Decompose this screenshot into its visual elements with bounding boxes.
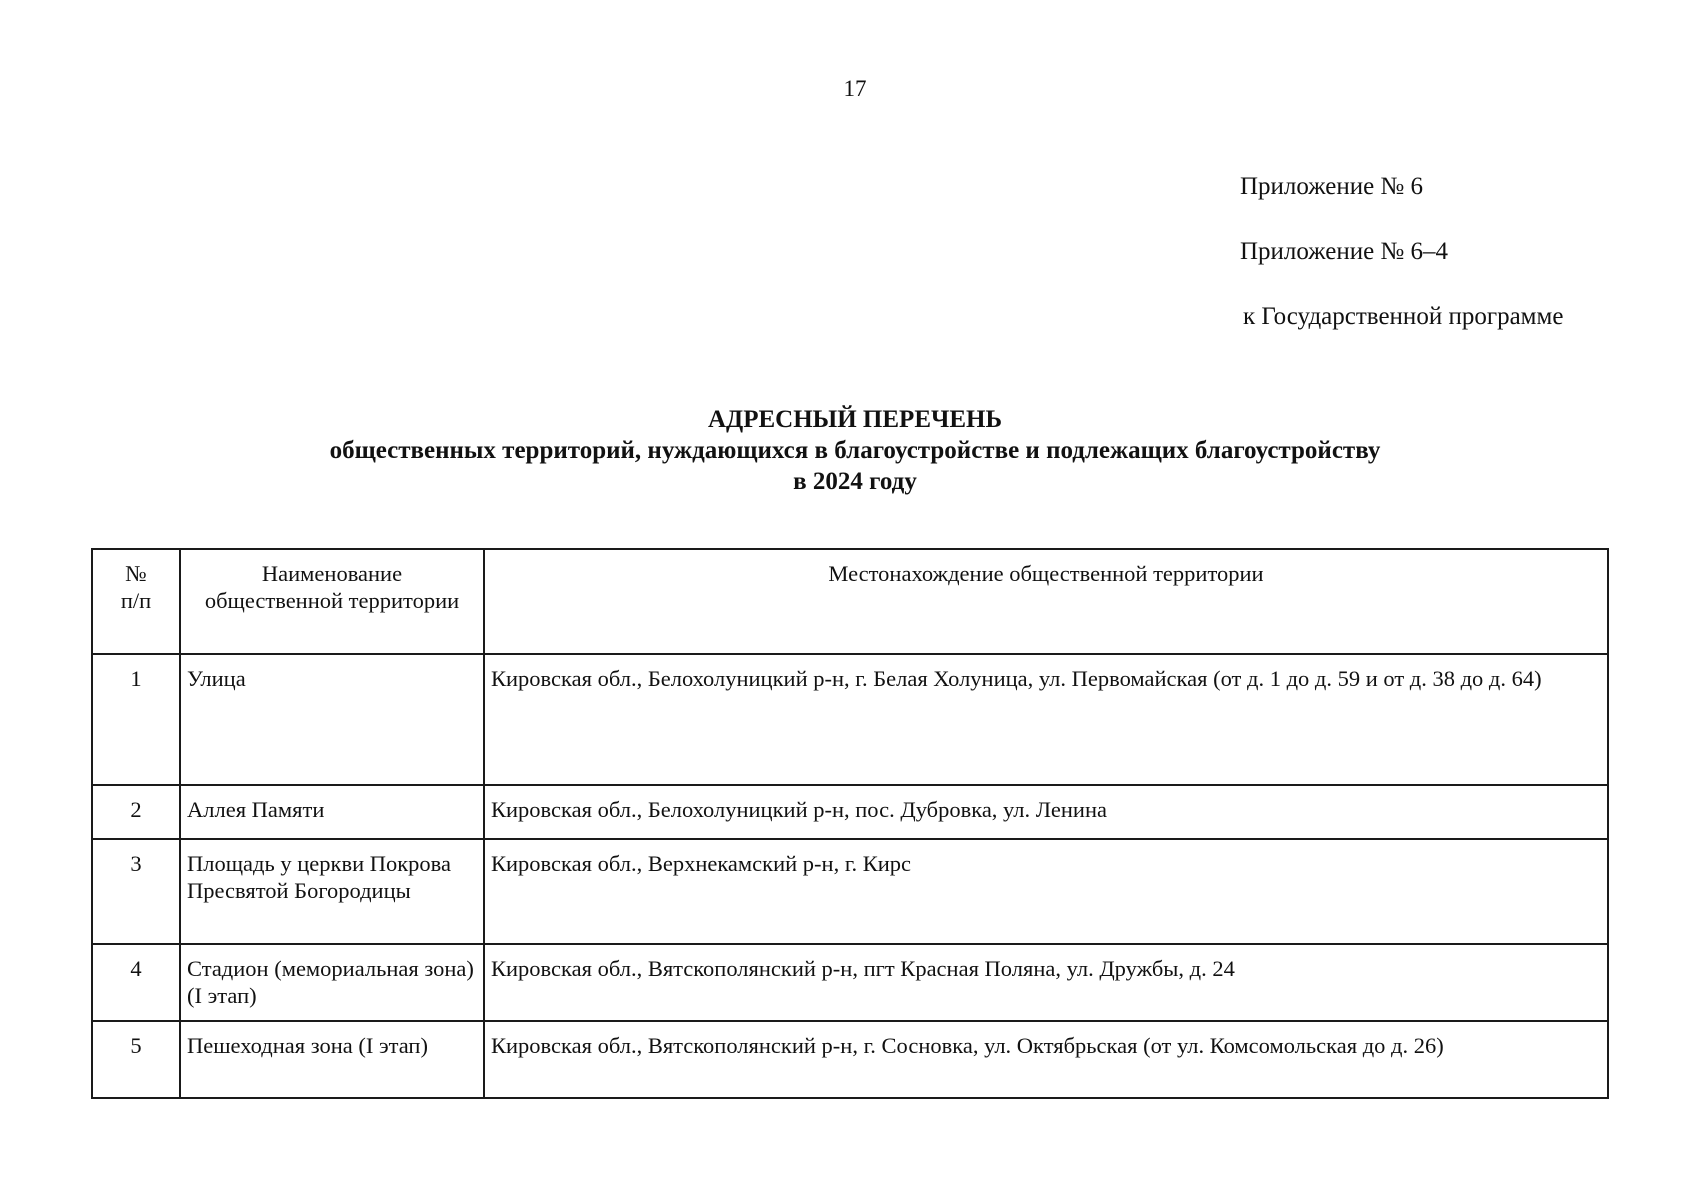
header-number-abbrev: п/п [120, 588, 152, 613]
appendix-subnumber: Приложение № 6–4 [1240, 238, 1449, 265]
row-number: 3 [92, 839, 180, 944]
row-number: 5 [92, 1021, 180, 1098]
appendix-reference: к Государственной программе [1243, 303, 1564, 330]
table-row [92, 654, 1608, 785]
row-location: Кировская обл., Верхнекамский р-н, г. Кирс [484, 839, 1608, 944]
table-row [92, 1021, 1608, 1098]
title-subtitle: общественных территорий, нуждающихся в благоустройстве и подлежащих благоустройству [329, 437, 1381, 464]
table-header-row [92, 549, 1608, 654]
row-name: Улица [180, 654, 484, 785]
row-number: 2 [92, 785, 180, 839]
row-name: Аллея Памяти [180, 785, 484, 839]
header-location: Местонахождение общественной территории [484, 549, 1608, 654]
row-name: Пешеходная зона (I этап) [180, 1021, 484, 1098]
title-year: в 2024 году [793, 468, 917, 495]
row-location: Кировская обл., Белохолуницкий р-н, пос. Дубровка, ул. Ленина [484, 785, 1608, 839]
table-row [92, 839, 1608, 944]
row-location: Кировская обл., Белохолуницкий р-н, г. Белая Холуница, ул. Первомайская (от д. 1 до д. 59 и от д. 38 до д. 64) [484, 654, 1608, 785]
appendix-number: Приложение № 6 [1240, 173, 1424, 200]
document-title [0, 404, 1692, 497]
title-main: АДРЕСНЫЙ ПЕРЕЧЕНЬ [707, 406, 1002, 433]
row-number: 4 [92, 944, 180, 1021]
row-location: Кировская обл., Вятскополянский р-н, пгт Красная Поляна, ул. Дружбы, д. 24 [484, 944, 1608, 1021]
row-location: Кировская обл., Вятскополянский р-н, г. Сосновка, ул. Октябрьская (от ул. Комсомольская до д. 26) [484, 1021, 1608, 1098]
row-name: Площадь у церкви Покрова Пресвятой Богородицы [180, 839, 484, 944]
page-number: 17 [843, 76, 867, 101]
territory-table [91, 548, 1609, 1099]
header-number-symbol: № [125, 561, 147, 586]
header-name: Наименование общественной территории [180, 549, 484, 654]
row-name: Стадион (мемориальная зона) (I этап) [180, 944, 484, 1021]
table-row [92, 944, 1608, 1021]
header-number [92, 549, 180, 654]
row-number: 1 [92, 654, 180, 785]
table-row [92, 785, 1608, 839]
